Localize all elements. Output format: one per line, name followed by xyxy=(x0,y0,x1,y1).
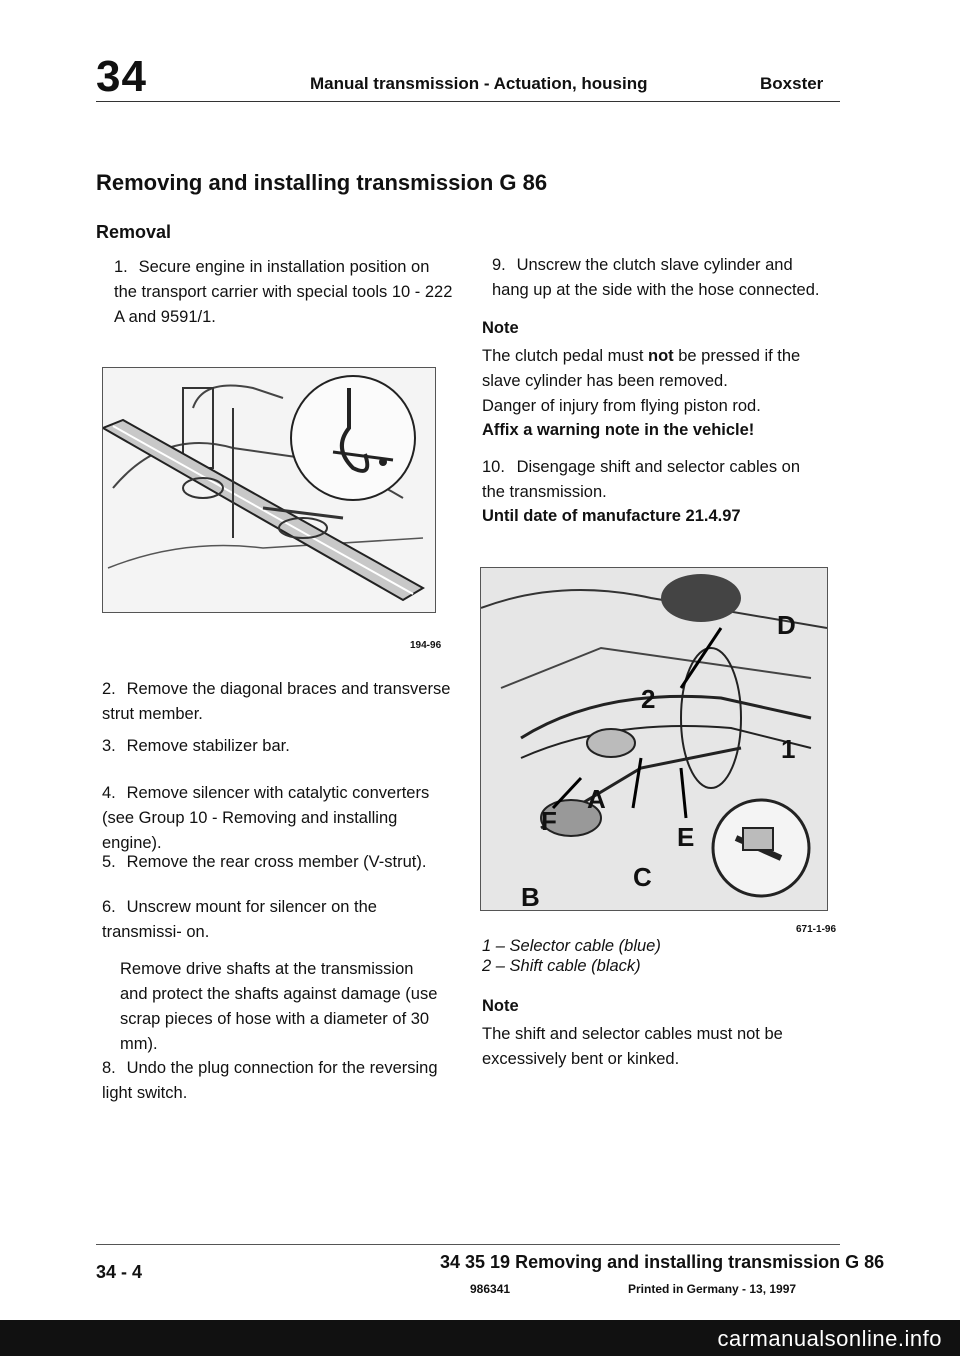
callout-c: C xyxy=(633,862,652,892)
watermark-text: carmanualsonline.info xyxy=(717,1326,942,1351)
note-emphasis: not xyxy=(648,347,674,365)
header-model: Boxster xyxy=(760,74,824,93)
step-number: 8. xyxy=(102,1059,116,1077)
figure-transport-carrier xyxy=(102,367,436,613)
note-heading: Note xyxy=(482,997,519,1015)
header-divider xyxy=(96,101,840,102)
step-text: Remove stabilizer bar. xyxy=(126,737,290,755)
step-text: Undo the plug connection for the reversing light switch. xyxy=(102,1059,438,1102)
footer-section-reference: 34 35 19 Removing and installing transmission G 86 xyxy=(440,1252,885,1272)
watermark-bar xyxy=(0,1320,960,1356)
step-text: Remove the diagonal braces and transverse strut member. xyxy=(102,680,451,723)
step-1 xyxy=(114,255,454,330)
footer-divider xyxy=(96,1244,840,1245)
callout-b: B xyxy=(521,882,540,910)
callout-a: A xyxy=(587,784,606,814)
step-4 xyxy=(102,781,452,856)
step-text: Remove silencer with catalytic converters (see Group 10 - Removing and installing engine). xyxy=(102,784,430,852)
step-6 xyxy=(102,895,452,945)
step-9 xyxy=(492,253,822,303)
note-warning: Danger of injury from flying piston rod. xyxy=(482,397,761,415)
step-6-continued: Remove drive shafts at the transmission and protect the shafts against damage (use scrap pieces of hose with a diameter of 30 mm). xyxy=(120,960,438,1053)
step-number: 9. xyxy=(492,256,506,274)
figure-id: 671-1-96 xyxy=(796,924,837,935)
step-number: 4. xyxy=(102,784,116,802)
callout-f: F xyxy=(541,806,557,836)
manufacture-date-note: Until date of manufacture 21.4.97 xyxy=(482,507,741,525)
step-2 xyxy=(102,677,452,727)
step-number: 3. xyxy=(102,737,116,755)
step-number: 2. xyxy=(102,680,116,698)
figure-id: 194-96 xyxy=(410,640,442,651)
step-number: 5. xyxy=(102,853,116,871)
step-5 xyxy=(102,850,452,875)
step-text: Remove the rear cross member (V-strut). xyxy=(126,853,427,871)
print-info: Printed in Germany - 13, 1997 xyxy=(628,1282,797,1296)
figure-shift-cables xyxy=(480,567,828,911)
document-code: 986341 xyxy=(470,1282,511,1296)
callout-1: 1 xyxy=(781,734,796,764)
transport-carrier-illustration xyxy=(103,368,435,612)
callout-e: E xyxy=(677,822,695,852)
step-number: 1. xyxy=(114,258,128,276)
step-text: Secure engine in installation position on the transport carrier with special tools 10 - 222 A and 9591/1. xyxy=(114,258,453,326)
step-number: 10. xyxy=(482,458,505,476)
note-text-part: be pressed if the slave cylinder has been removed. xyxy=(482,347,801,390)
note-heading: Note xyxy=(482,319,519,337)
step-number: 6. xyxy=(102,898,116,916)
header-title: Manual transmission - Actuation, housing xyxy=(310,74,648,93)
callout-d: D xyxy=(777,610,796,640)
legend-item: 1 – Selector cable (blue) xyxy=(482,937,661,955)
shift-cables-illustration xyxy=(481,568,827,910)
callout-2: 2 xyxy=(641,684,656,714)
step-text: Unscrew mount for silencer on the transmissi- on. xyxy=(102,898,377,941)
step-3 xyxy=(102,734,452,759)
legend-item: 2 – Shift cable (black) xyxy=(482,957,641,975)
page-title: Removing and installing transmission G 86 xyxy=(96,170,548,195)
note-affix-warning: Affix a warning note in the vehicle! xyxy=(482,421,755,439)
group-number: 34 xyxy=(96,52,147,101)
step-8 xyxy=(102,1056,452,1106)
page-number: 34 - 4 xyxy=(96,1262,143,1282)
step-10 xyxy=(482,455,822,505)
note-text xyxy=(482,344,822,394)
step-text: Unscrew the clutch slave cylinder and hang up at the side with the hose connected. xyxy=(492,256,820,299)
step-text: Disengage shift and selector cables on the transmission. xyxy=(482,458,801,501)
section-heading: Removal xyxy=(96,222,172,242)
note-text-part: The clutch pedal must xyxy=(482,347,648,365)
note-text: The shift and selector cables must not be excessively bent or kinked. xyxy=(482,1025,783,1068)
